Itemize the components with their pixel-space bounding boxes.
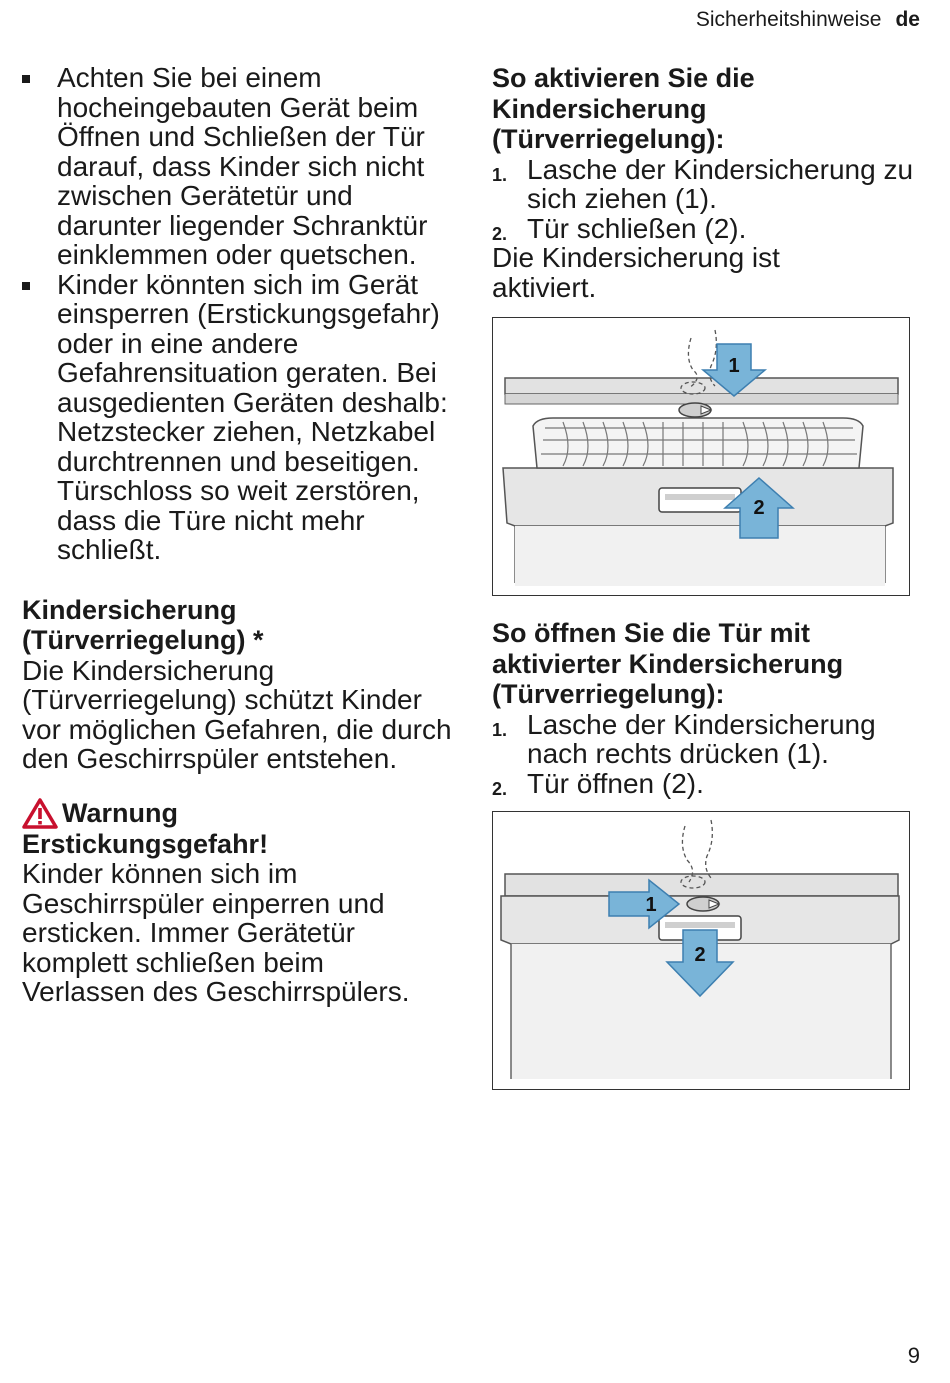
step-text: Tür schließen (2). (527, 212, 747, 244)
step-number: 1. (492, 719, 508, 740)
activate-heading: So aktivieren Sie die Kindersicherung (Türverriegelung): (492, 63, 755, 154)
bullet-text: Achten Sie bei einem hocheingebauten Gerät beim Öffnen und Schließen der Tür darauf, dass Kinder sich nicht zwischen Gerätetür und darunter liegender Schranktür einklemmen oder quetschen. (57, 62, 428, 270)
warning-title: Warnung (62, 797, 178, 828)
arrow-1-label: 1 (728, 355, 740, 377)
bullet-item (22, 270, 452, 565)
step-number: 2. (492, 223, 508, 244)
dishwasher-closing-illustration (493, 318, 909, 595)
bullet-item (22, 63, 452, 270)
step-number: 1. (492, 164, 508, 185)
open-section (492, 618, 922, 798)
step-text: Lasche der Kindersicherung nach rechts drücken (1). (527, 708, 876, 769)
figure-open (492, 811, 910, 1090)
open-heading: So öffnen Sie die Tür mit aktivierter Kindersicherung (Türverriegelung): (492, 618, 844, 709)
bullet-square-icon (22, 282, 30, 290)
arrow-1-label: 1 (645, 894, 657, 916)
warning-text: Kinder können sich im Geschirrspüler einperren und ersticken. Immer Gerätetür komplett schließen beim Verlassen des Geschirrspülers. (22, 858, 410, 1007)
step-number: 2. (492, 778, 508, 799)
dishwasher-opening-illustration (493, 812, 909, 1089)
header-section: Sicherheitshinweise (695, 8, 882, 31)
warning-subtitle: Erstickungsgefahr! (22, 828, 269, 859)
warning-block (22, 798, 452, 1007)
open-step (492, 710, 922, 769)
right-column (492, 63, 922, 302)
running-header (696, 8, 920, 32)
activate-step (492, 155, 922, 214)
section-text: Die Kindersicherung (Türverriegelung) schützt Kinder vor möglichen Gefahren, die durch den Geschirrspüler entstehen. (22, 654, 452, 774)
arrow-2-label: 2 (694, 944, 706, 966)
arrow-2-label: 2 (753, 497, 765, 519)
header-language: de (895, 8, 920, 31)
warning-triangle-icon (22, 798, 58, 829)
page-number: 9 (907, 1343, 920, 1368)
figure-activate (492, 317, 910, 596)
left-column (22, 63, 452, 1007)
activate-result: Die Kindersicherung ist aktiviert. (492, 242, 780, 303)
section-heading: Kindersicherung (Türverriegelung) * (22, 594, 264, 655)
bullet-square-icon (22, 75, 30, 83)
open-step (492, 769, 922, 799)
activate-step (492, 214, 922, 244)
step-text: Lasche der Kindersicherung zu sich ziehen (1). (527, 153, 914, 214)
step-text: Tür öffnen (2). (527, 767, 704, 799)
bullet-text: Kinder könnten sich im Gerät einsperren (Erstickungsgefahr) oder in eine andere Gefahrensituation geraten. Bei ausgedienten Geräten deshalb: Netzstecker ziehen, Netzkabel durchtrennen und beseitigen. Türschloss so weit zerstören, dass die Türe nicht mehr schließt. (57, 268, 448, 565)
warning-title-row (22, 798, 452, 829)
